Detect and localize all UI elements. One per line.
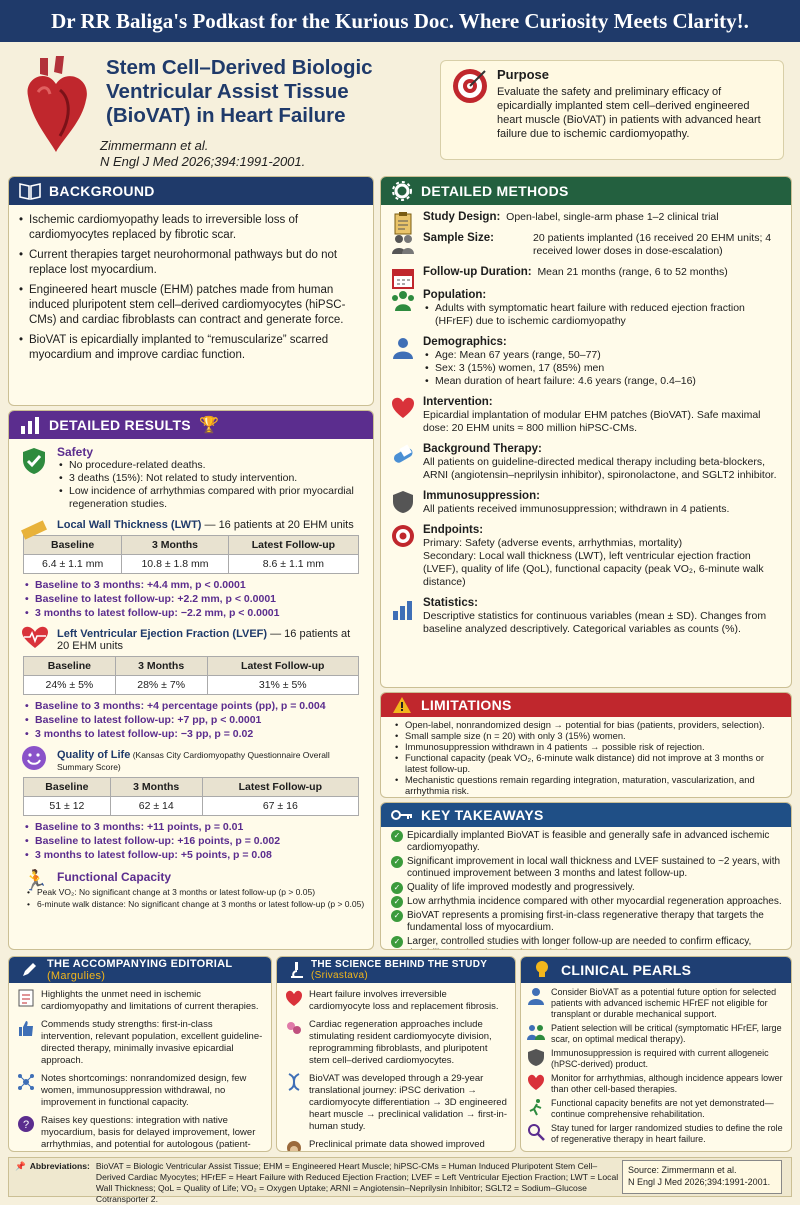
methods-panel bbox=[380, 176, 792, 688]
follow-up-label: Follow-up Duration: bbox=[423, 266, 532, 278]
list-item bbox=[523, 1098, 787, 1120]
endpoints-primary: Primary: Safety (adverse events, arrhythmias, mortality) bbox=[423, 537, 683, 549]
heart-icon bbox=[285, 989, 303, 1007]
table-cell: 8.6 ± 1.1 mm bbox=[228, 555, 358, 574]
limitations-title: LIMITATIONS bbox=[421, 697, 512, 713]
safety-title: Safety bbox=[57, 445, 94, 459]
results-title: DETAILED RESULTS bbox=[49, 417, 191, 433]
calendar-icon bbox=[391, 266, 415, 290]
target-icon bbox=[391, 524, 415, 548]
editorial-item-text: Raises key questions: integration with native myocardium, basis for delayed improvement, lower arrhythmias, and potential for autologous (patient- bbox=[41, 1115, 256, 1150]
population-row bbox=[385, 289, 783, 328]
table-cell: 28% ± 7% bbox=[115, 676, 207, 695]
group-icon bbox=[391, 289, 415, 313]
background-therapy-label: Background Therapy: bbox=[423, 443, 542, 455]
qol-heading bbox=[57, 749, 365, 773]
endpoints-secondary: Secondary: Local wall thickness (LWT), left ventricular ejection fraction (LVEF), quality of life (QoL), functional capacity (peak VO₂, 6-minute walk distance) bbox=[423, 550, 764, 588]
shield-icon bbox=[527, 1048, 545, 1066]
limitations-panel bbox=[380, 692, 792, 798]
list-item bbox=[523, 1048, 787, 1070]
takeaways-header bbox=[381, 803, 791, 827]
list-item: • Baseline to 3 months: +4 percentage points (pp), p = 0.004 bbox=[23, 699, 359, 713]
author-names: Zimmermann et al. bbox=[100, 138, 209, 153]
background-panel bbox=[8, 176, 374, 406]
list-item: • BioVAT is epicardially implanted to “remuscularize” scarred myocardium and improve cardiac function. bbox=[17, 333, 363, 363]
list-item: • Immunosuppression withdrawn in 4 patients → possible risk of rejection. bbox=[393, 741, 785, 752]
science-body bbox=[277, 983, 515, 1152]
key-icon bbox=[391, 804, 413, 826]
list-item: ✓ BioVAT represents a promising first-in-class regenerative therapy that targets the fundamental loss of myocardium. bbox=[389, 910, 785, 934]
list-item: • Open-label, nonrandomized design → potential for bias (patients, providers, selection). bbox=[393, 719, 785, 730]
trophy-icon: 🏆 bbox=[198, 417, 220, 434]
qol-subtitle: (Kansas City Cardiomyopathy Questionnaire Overall Summary Score) bbox=[57, 750, 330, 772]
demographics-label: Demographics: bbox=[423, 336, 507, 348]
pearls-body bbox=[521, 983, 791, 1145]
list-item: • Mean duration of heart failure: 4.6 years (range, 0.4–16) bbox=[423, 375, 783, 388]
list-item: ✓ Epicardially implanted BioVAT is feasible and generally safe in advanced ischemic cardiomyopathy. bbox=[389, 830, 785, 854]
endpoints-row bbox=[385, 524, 783, 589]
list-item bbox=[13, 1019, 265, 1067]
immunosuppression-label: Immunosuppression: bbox=[423, 490, 540, 502]
list-item bbox=[523, 1073, 787, 1095]
list-item: • Baseline to latest follow-up: +2.2 mm, p < 0.0001 bbox=[23, 592, 359, 606]
immunosuppression-row bbox=[385, 490, 783, 516]
takeaways-title: KEY TAKEAWAYS bbox=[421, 807, 544, 823]
pill-icon bbox=[391, 443, 415, 467]
list-item bbox=[281, 1019, 509, 1067]
column-header: Latest Follow-up bbox=[228, 536, 358, 555]
runner-icon bbox=[527, 1098, 545, 1116]
methods-body bbox=[381, 205, 791, 636]
column-header: Baseline bbox=[24, 657, 116, 676]
list-item: • Peak VO₂: No significant change at 3 months or latest follow-up (p > 0.05) bbox=[25, 886, 367, 898]
science-item-text: Heart failure involves irreversible cardiomyocyte loss and replacement fibrosis. bbox=[309, 989, 499, 1012]
table-cell: 6.4 ± 1.1 mm bbox=[24, 555, 122, 574]
safety-list bbox=[57, 459, 365, 511]
smiley-icon bbox=[21, 745, 47, 771]
intervention-label: Intervention: bbox=[423, 396, 493, 408]
pearls-item-text: Stay tuned for larger randomized studies to define the role of regenerative therapy in heart failure. bbox=[551, 1123, 783, 1144]
sample-size-value: 20 patients implanted (16 received 20 EHM units; 4 received lower doses in dose-escalation) bbox=[533, 232, 772, 257]
study-design-row bbox=[385, 211, 783, 224]
qol-stats bbox=[23, 820, 359, 862]
list-item bbox=[281, 1073, 509, 1133]
purpose-box bbox=[440, 60, 784, 160]
editorial-item-text: Notes shortcomings: nonrandomized design, few women, immunosuppression withdrawal, no improvement in functional capacity. bbox=[41, 1073, 247, 1108]
limitations-list bbox=[381, 717, 791, 796]
list-item: • Baseline to latest follow-up: +7 pp, p < 0.0001 bbox=[23, 713, 359, 727]
network-icon bbox=[17, 1073, 35, 1091]
table-cell: 10.8 ± 1.8 mm bbox=[122, 555, 229, 574]
pearls-item-text: Monitor for arrhythmias, although incidence appears lower than other cell-based therapies. bbox=[551, 1073, 783, 1094]
abbreviations-text: BioVAT = Biologic Ventricular Assist Tissue; EHM = Engineered Heart Muscle; hiPSC-CMs = Human Induced Pluripotent Stem Cell–Derived Cardiac Myocytes; HFrEF = Heart Failure with Reduced Ejection Fraction; LVEF = Left Ventricular Ejection Fraction; LWT = Local Wall Thickness; QoL = Quality of Life; VO₂ = Oxygen Uptake; ARNI = Angiotensin–Neprilysin Inhibitor; SGLT2 = Sodium–Glucose Cotransporter 2. bbox=[95, 1161, 619, 1204]
population-list bbox=[423, 302, 783, 328]
heart-pulse-icon bbox=[527, 1073, 545, 1091]
anatomical-heart-icon bbox=[20, 56, 94, 156]
list-item bbox=[13, 989, 265, 1013]
pearls-title: CLINICAL PEARLS bbox=[561, 962, 692, 978]
list-item bbox=[523, 1123, 787, 1145]
editorial-title: THE ACCOMPANYING EDITORIAL bbox=[46, 958, 233, 970]
checklist-icon bbox=[17, 989, 35, 1007]
lvef-stats bbox=[23, 699, 359, 741]
demographics-row bbox=[385, 336, 783, 388]
list-item bbox=[281, 989, 509, 1013]
lvef-heading bbox=[57, 628, 365, 652]
column-header: Baseline bbox=[24, 778, 111, 797]
list-item bbox=[523, 987, 787, 1020]
gear-icon bbox=[391, 180, 413, 202]
list-item: ✓ Low arrhythmia incidence compared with other myocardial regeneration approaches. bbox=[389, 896, 785, 908]
lwt-title: Local Wall Thickness (LWT) bbox=[57, 519, 202, 531]
source-box bbox=[622, 1160, 782, 1194]
list-item: • 6-minute walk distance: No significant change at 3 months or latest follow-up (p > 0.05) bbox=[25, 898, 367, 910]
table-cell: 62 ± 14 bbox=[110, 797, 202, 816]
lvef-subtitle: — 16 patients at 20 EHM units bbox=[57, 628, 351, 652]
microscope-icon bbox=[287, 959, 306, 981]
lwt-table bbox=[23, 535, 359, 574]
header bbox=[8, 46, 792, 172]
column-header: Baseline bbox=[24, 536, 122, 555]
magnifier-icon bbox=[527, 1123, 545, 1141]
list-item: • Low incidence of arrhythmias compared with prior myocardial regeneration studies. bbox=[57, 485, 365, 511]
qol-section bbox=[9, 741, 373, 773]
limitations-header bbox=[381, 693, 791, 717]
intervention-row bbox=[385, 396, 783, 435]
list-item: • Mechanistic questions remain regarding integration, maturation, vascularization, and arrhythmia risk. bbox=[393, 774, 785, 796]
book-icon bbox=[19, 180, 41, 202]
person-icon bbox=[391, 336, 415, 360]
question-icon bbox=[17, 1115, 35, 1133]
science-subtitle: (Srivastava) bbox=[311, 970, 368, 981]
study-design-label: Study Design: bbox=[423, 211, 501, 223]
bar-chart-icon bbox=[391, 597, 415, 621]
functional-list bbox=[9, 884, 373, 910]
citation: N Engl J Med 2026;394:1991-2001. bbox=[100, 154, 306, 169]
editorial-body bbox=[9, 983, 271, 1152]
list-item: • 3 months to latest follow-up: −3 pp, p = 0.02 bbox=[23, 727, 359, 741]
lightbulb-icon bbox=[531, 959, 553, 981]
background-list bbox=[9, 205, 373, 363]
editorial-item-text: Commends study strengths: first-in-class intervention, relevant population, excellent guideline-directed therapy, minimally invasive epicardial approach. bbox=[41, 1019, 263, 1066]
list-item bbox=[523, 1023, 787, 1045]
science-panel bbox=[276, 956, 516, 1152]
list-item: • Sex: 3 (15%) women, 17 (85%) men bbox=[423, 362, 783, 375]
list-item: • Ischemic cardiomyopathy leads to irreversible loss of cardiomyocytes replaced by fibrotic scar. bbox=[17, 213, 363, 243]
list-item: • Small sample size (n = 20) with only 3 (15%) women. bbox=[393, 730, 785, 741]
intervention-value: Epicardial implantation of modular EHM patches (BioVAT). Safe maximal dose: 20 EHM units ≈ 800 million hiPSC-CMs. bbox=[423, 409, 761, 434]
science-header bbox=[277, 957, 515, 983]
lwt-heading bbox=[57, 519, 365, 531]
ruler-icon bbox=[21, 519, 47, 541]
list-item: • Baseline to 3 months: +4.4 mm, p < 0.0001 bbox=[23, 578, 359, 592]
warning-icon bbox=[391, 694, 413, 716]
table-cell: 51 ± 12 bbox=[24, 797, 111, 816]
sample-size-label: Sample Size: bbox=[423, 232, 494, 244]
table-cell: 67 ± 16 bbox=[202, 797, 358, 816]
results-header bbox=[9, 411, 373, 439]
list-item: • Current therapies target neurohormonal pathways but do not replace lost myocardium. bbox=[17, 248, 363, 278]
bar-chart-icon bbox=[19, 414, 41, 436]
science-title-wrap bbox=[311, 959, 515, 981]
list-item: • Baseline to latest follow-up: +16 points, p = 0.002 bbox=[23, 834, 359, 848]
methods-header bbox=[381, 177, 791, 205]
purpose-title: Purpose bbox=[497, 67, 550, 82]
background-therapy-value: All patients on guideline-directed medical therapy including beta-blockers, ARNI (angiotensin–neprilysin inhibitor), spironolactone, and SGLT2 inhibitor. bbox=[423, 456, 777, 481]
shield-check-icon bbox=[21, 447, 47, 475]
lvef-table bbox=[23, 656, 359, 695]
authors bbox=[100, 138, 305, 170]
column-header: Latest Follow-up bbox=[202, 778, 358, 797]
pearls-item-text: Patient selection will be critical (symptomatic HFrEF, large scar, on optimal medical therapy). bbox=[551, 1023, 782, 1044]
lvef-table-wrap bbox=[9, 652, 373, 741]
statistics-row bbox=[385, 597, 783, 636]
follow-up-value: Mean 21 months (range, 6 to 52 months) bbox=[537, 266, 728, 278]
editorial-title-wrap bbox=[47, 958, 271, 982]
study-design-value: Open-label, single-arm phase 1–2 clinical trial bbox=[506, 211, 719, 223]
monkey-icon bbox=[285, 1139, 303, 1152]
sample-size-row bbox=[385, 232, 783, 258]
pearls-item-text: Functional capacity benefits are not yet demonstrated—continue comprehensive rehabilitation. bbox=[551, 1098, 774, 1119]
list-item: ✓ Larger, controlled studies with longer follow-up are needed to confirm efficacy, bbox=[389, 936, 785, 950]
editorial-subtitle: (Margulies) bbox=[46, 970, 106, 982]
science-item-text: Cardiac regeneration approaches include stimulating resident cardiomyocyte division, reprogramming fibroblasts, and pluripotent stem cell–derived cardiomyocytes. bbox=[309, 1019, 492, 1066]
lvef-section bbox=[9, 620, 373, 652]
editorial-header bbox=[9, 957, 271, 983]
science-item-text: Preclinical primate data showed improved bbox=[309, 1139, 485, 1150]
column-header: 3 Months bbox=[115, 657, 207, 676]
editorial-panel bbox=[8, 956, 272, 1152]
demographics-list bbox=[423, 349, 783, 388]
doctor-icon bbox=[527, 987, 545, 1005]
statistics-value: Descriptive statistics for continuous variables (mean ± SD). Changes from baseline analyzed descriptively. Categorical variables as counts (%). bbox=[423, 610, 767, 635]
statistics-label: Statistics: bbox=[423, 597, 478, 609]
background-header bbox=[9, 177, 373, 205]
table-cell: 31% ± 5% bbox=[207, 676, 358, 695]
population-label: Population: bbox=[423, 289, 487, 301]
heart-pulse-icon bbox=[21, 626, 49, 650]
takeaways-panel bbox=[380, 802, 792, 950]
list-item: ✓ Quality of life improved modestly and progressively. bbox=[389, 882, 785, 894]
list-item: • 3 months to latest follow-up: +5 points, p = 0.08 bbox=[23, 848, 359, 862]
purpose-text: Evaluate the safety and preliminary efficacy of epicardially implanted stem cell–derived engineered heart muscle (BioVAT) in patients with advanced heart failure due to ischemic cardiomyopathy. bbox=[497, 86, 761, 140]
list-item: • Adults with symptomatic heart failure with reduced ejection fraction (HFrEF) due to ischemic cardiomyopathy bbox=[423, 302, 783, 328]
safety-section bbox=[9, 439, 373, 511]
list-item: • Engineered heart muscle (EHM) patches made from human induced pluripotent stem cell–derived cardiomyocytes (hiPSC-CMs) and cardiac fibroblasts can contract and generate force. bbox=[17, 283, 363, 328]
patients-icon bbox=[527, 1023, 545, 1041]
banner-title: Dr RR Baliga's Podkast for the Kurious Doc. Where Curiosity Meets Clarity!. bbox=[0, 0, 800, 42]
list-item bbox=[13, 1073, 265, 1109]
lwt-stats bbox=[23, 578, 359, 620]
list-item bbox=[281, 1139, 509, 1152]
column-header: 3 Months bbox=[110, 778, 202, 797]
list-item: • No procedure-related deaths. bbox=[57, 459, 365, 472]
pearls-header bbox=[521, 957, 791, 983]
table-cell: 24% ± 5% bbox=[24, 676, 116, 695]
dna-icon bbox=[285, 1073, 303, 1091]
pen-icon bbox=[19, 959, 39, 981]
cells-icon bbox=[285, 1019, 303, 1037]
svg-text:?: ? bbox=[22, 1119, 30, 1131]
lwt-table-wrap bbox=[9, 531, 373, 620]
pearls-item-text: Immunosuppression is required with current allogeneic (hPSC-derived) product. bbox=[551, 1048, 769, 1069]
source-label: Source: Zimmermann et al. bbox=[628, 1165, 737, 1175]
heart-icon bbox=[391, 396, 415, 420]
runner-icon: 🏃 bbox=[23, 870, 48, 892]
abbreviations-label: Abbreviations: bbox=[29, 1161, 90, 1171]
column-header: 3 Months bbox=[122, 536, 229, 555]
qol-table-wrap bbox=[9, 773, 373, 862]
science-item-text: BioVAT was developed through a 29-year translational journey: iPSC derivation → cardiomyocyte differentiation → 3D engineered heart muscle → preclinical validation → first-in-human study. bbox=[309, 1073, 507, 1132]
people-icon bbox=[391, 232, 415, 256]
list-item: • Baseline to 3 months: +11 points, p = 0.01 bbox=[23, 820, 359, 834]
functional-title: Functional Capacity bbox=[57, 870, 172, 884]
immunosuppression-value: All patients received immunosuppression; withdrawn in 4 patients. bbox=[423, 503, 730, 515]
list-item: ✓ Significant improvement in local wall thickness and LVEF sustained to ~2 years, with continued improvement between 3 months and latest follow-up. bbox=[389, 856, 785, 880]
lwt-subtitle: — 16 patients at 20 EHM units bbox=[201, 519, 354, 531]
editorial-item-text: Highlights the unmet need in ischemic cardiomyopathy and limitations of current therapies. bbox=[41, 989, 259, 1012]
shield-icon bbox=[391, 490, 415, 514]
results-panel bbox=[8, 410, 374, 950]
thumbs-up-icon bbox=[17, 1019, 35, 1037]
endpoints-label: Endpoints: bbox=[423, 524, 484, 536]
methods-title: DETAILED METHODS bbox=[421, 183, 569, 199]
pearls-panel bbox=[520, 956, 792, 1152]
science-title: THE SCIENCE BEHIND THE STUDY bbox=[311, 959, 488, 970]
qol-table bbox=[23, 777, 359, 816]
follow-up-row bbox=[385, 266, 783, 279]
lvef-title: Left Ventricular Ejection Fraction (LVEF) bbox=[57, 628, 268, 640]
list-item: • Functional capacity (peak VO₂, 6-minute walk distance) did not improve at 3 months or latest follow-up. bbox=[393, 752, 785, 774]
pushpin-icon: 📌 bbox=[15, 1161, 26, 1171]
column-header: Latest Follow-up bbox=[207, 657, 358, 676]
list-item: • 3 deaths (15%): Not related to study intervention. bbox=[57, 472, 365, 485]
target-icon bbox=[451, 67, 489, 105]
source-citation: N Engl J Med 2026;394:1991-2001. bbox=[628, 1177, 771, 1187]
qol-title: Quality of Life bbox=[57, 749, 131, 761]
background-title: BACKGROUND bbox=[49, 183, 155, 199]
abbreviations-row bbox=[15, 1161, 625, 1205]
pearls-item-text: Consider BioVAT as a potential future option for selected patients with advanced ischemic HFrEF not eligible for transplant or durable mechanical support. bbox=[551, 987, 777, 1019]
lwt-section bbox=[9, 511, 373, 531]
background-therapy-row bbox=[385, 443, 783, 482]
list-item: • Age: Mean 67 years (range, 50–77) bbox=[423, 349, 783, 362]
takeaways-list bbox=[381, 827, 791, 950]
poster-title: Stem Cell–Derived Biologic Ventricular Assist Tissue (BioVAT) in Heart Failure bbox=[106, 56, 373, 127]
list-item bbox=[13, 1115, 265, 1152]
list-item: • 3 months to latest follow-up: −2.2 mm, p < 0.0001 bbox=[23, 606, 359, 620]
